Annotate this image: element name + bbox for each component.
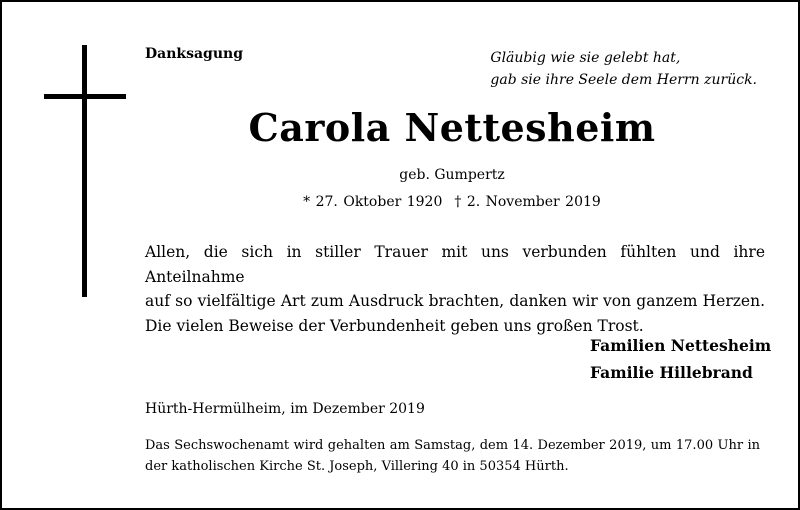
body-line: Die vielen Beweise der Verbundenheit geben uns großen Trost. [145,316,644,335]
death-date: † 2. November 2019 [454,194,601,210]
memorial-quote [490,47,757,91]
service-announcement [145,435,760,477]
life-dates [2,194,800,210]
place-and-date: Hürth-Hermülheim, im Dezember 2019 [145,401,425,417]
deceased-name: Carola Nettesheim [248,105,656,150]
maiden-name: geb. Gumpertz [399,167,505,183]
birth-date: * 27. Oktober 1920 [303,194,443,210]
thank-you-text [145,240,765,338]
body-line: auf so vielfältige Art zum Ausdruck brachten, danken wir von ganzem Herzen. [145,292,765,310]
quote-line: gab sie ihre Seele dem Herrn zurück. [490,72,757,88]
signer: Familie Hillebrand [590,363,753,382]
service-line: der katholischen Kirche St. Joseph, Villering 40 in 50354 Hürth. [145,459,569,474]
cross-icon-bar [44,94,126,99]
service-line: Das Sechswochenamt wird gehalten am Samstag, dem 14. Dezember 2019, um 17.00 Uhr in [145,438,760,453]
signers [590,332,771,386]
signer: Familien Nettesheim [590,336,772,355]
body-line: Allen, die sich in stiller Trauer mit uns verbunden fühlten und ihre Anteilnahme [145,243,765,286]
notice-heading: Danksagung [145,46,243,62]
quote-line: Gläubig wie sie gelebt hat, [490,50,681,66]
